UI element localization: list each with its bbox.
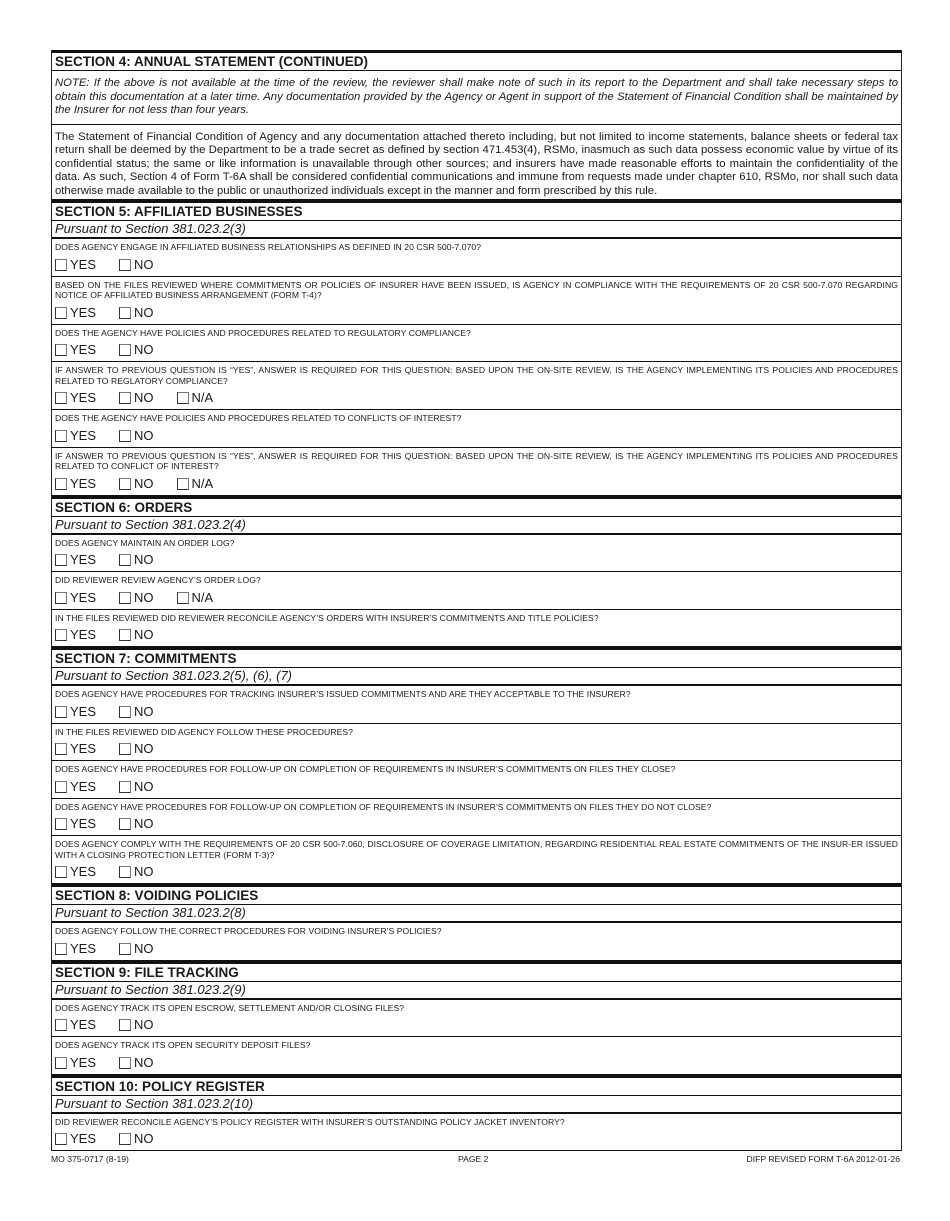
checkbox-no[interactable] (119, 1019, 131, 1031)
option-yes[interactable] (55, 553, 96, 567)
pursuant-line: Pursuant to Section 381.023.2(5), (6), (7) (52, 668, 901, 686)
option-no[interactable] (119, 429, 154, 443)
option-yes[interactable] (55, 942, 96, 956)
question-block (52, 1037, 901, 1075)
checkbox-no[interactable] (119, 592, 131, 604)
option-yes[interactable] (55, 1018, 96, 1032)
section-s9 (52, 961, 901, 1075)
checkbox-no[interactable] (119, 392, 131, 404)
option-yes[interactable] (55, 429, 96, 443)
option-label: YES (70, 1054, 97, 1070)
question-block (52, 686, 901, 724)
answer-options (55, 940, 898, 958)
option-label: YES (70, 940, 97, 956)
checkbox-yes[interactable] (55, 1133, 67, 1145)
option-no[interactable] (119, 1018, 154, 1032)
option-yes[interactable] (55, 343, 96, 357)
section-heading: SECTION 5: AFFILIATED BUSINESSES (52, 200, 901, 221)
option-yes[interactable] (55, 306, 96, 320)
option-label: YES (70, 741, 97, 756)
option-no[interactable] (119, 817, 154, 831)
answer-options (55, 475, 898, 493)
option-no[interactable] (119, 942, 154, 956)
option-yes[interactable] (55, 705, 96, 719)
question-block (52, 836, 901, 884)
checkbox-no[interactable] (119, 307, 131, 319)
option-label: NO (134, 816, 154, 831)
checkbox-no[interactable] (119, 1057, 131, 1069)
question-text: DID REVIEWER REVIEW AGENCY’S ORDER LOG? (55, 575, 261, 585)
option-no[interactable] (119, 343, 154, 357)
confidentiality-paragraph: The Statement of Financial Condition of Agency and any documentation attached thereto including, but not limited to income statements, balance sheets or federal tax return shall be deemed by the Department to be a trade secret as defined by section 471.453(4), RSMo, inasmuch as such data possess economic value by virtue of its confidential status; the same or like information is unavailable through other sources; and insurers have made reasonable efforts to maintain the confidentiality of the data. As such, Section 4 of Form T-6A shall be considered confidential communications and immune from requests made under chapter 610, RSMo, nor shall such data otherwise made available to the public or unauthorized individuals except in the manner and form prescribed by this rule. (52, 125, 901, 201)
option-label: NO (134, 342, 154, 357)
option-label: NO (134, 1017, 154, 1032)
option-label: YES (70, 778, 97, 794)
answer-options (55, 1016, 898, 1034)
answer-options (55, 703, 898, 721)
answer-options (55, 778, 898, 796)
section-heading: SECTION 6: ORDERS (52, 496, 901, 517)
option-yes[interactable] (55, 742, 96, 756)
question-block (52, 724, 901, 762)
option-no[interactable] (119, 258, 154, 272)
checkbox-yes[interactable] (55, 430, 67, 442)
answer-options (55, 427, 898, 445)
answer-options (55, 626, 898, 644)
section-s8 (52, 884, 901, 961)
question-block (52, 610, 901, 648)
question-text: DOES THE AGENCY HAVE POLICIES AND PROCEDURES RELATED TO REGULATORY COMPLIANCE? (55, 327, 471, 338)
option-no[interactable] (119, 1056, 154, 1070)
answer-options (55, 304, 898, 322)
pursuant-line: Pursuant to Section 381.023.2(4) (52, 517, 901, 535)
option-yes[interactable] (55, 1132, 96, 1146)
question-text: DOES AGENCY TRACK ITS OPEN SECURITY DEPOSIT FILES? (55, 1040, 311, 1050)
option-no[interactable] (119, 780, 154, 794)
option-label: N/A (191, 390, 214, 405)
option-label: NO (134, 589, 154, 605)
option-label: YES (70, 342, 97, 357)
checkbox-yes[interactable] (55, 344, 67, 356)
checkbox-yes[interactable] (55, 307, 67, 319)
option-label: NO (134, 940, 154, 956)
option-label: NO (134, 864, 154, 879)
option-no[interactable] (119, 477, 154, 491)
option-no[interactable] (119, 591, 154, 605)
checkbox-yes[interactable] (55, 629, 67, 641)
option-no[interactable] (119, 391, 154, 405)
section-s5 (52, 200, 901, 496)
section-heading: SECTION 8: VOIDING POLICIES (52, 884, 901, 905)
option-label: NO (134, 427, 154, 443)
checkbox-yes[interactable] (55, 554, 67, 566)
checkbox-na[interactable] (177, 592, 189, 604)
option-label: NO (134, 627, 154, 642)
option-no[interactable] (119, 865, 154, 879)
answer-options (55, 589, 898, 607)
section-s10 (52, 1075, 901, 1152)
checkbox-no[interactable] (119, 781, 131, 793)
form-revision: DIFP REVISED FORM T-6A 2012-01-26 (746, 1154, 900, 1164)
question-block (52, 410, 901, 448)
option-yes[interactable] (55, 865, 96, 879)
option-label: YES (70, 427, 97, 443)
answer-options (55, 1054, 898, 1072)
checkbox-yes[interactable] (55, 1019, 67, 1031)
question-block (52, 572, 901, 610)
question-text: IF ANSWER TO PREVIOUS QUESTION IS “YES”, ANSWER IS REQUIRED FOR THIS QUESTION: BASED UPON THE ON-SITE REVIEW, IS THE AGENCY IMPLEMENTING ITS POLICIES AND PROCEDURES RELATED TO CONFLICT OF INTEREST? (55, 450, 898, 471)
answer-options (55, 740, 898, 758)
checkbox-no[interactable] (119, 866, 131, 878)
option-yes[interactable] (55, 817, 96, 831)
option-label: YES (70, 703, 97, 719)
question-text: DOES AGENCY HAVE PROCEDURES FOR FOLLOW-UP ON COMPLETION OF REQUIREMENTS IN INSURER’S COMMITMENTS ON FILES THEY DO NOT CLOSE? (55, 801, 712, 812)
question-block (52, 1114, 901, 1152)
option-yes[interactable] (55, 391, 96, 405)
option-label: NO (134, 552, 154, 567)
section-s7 (52, 647, 901, 884)
option-label: YES (70, 627, 97, 642)
option-label: NO (134, 703, 154, 719)
question-text: DOES AGENCY ENGAGE IN AFFILIATED BUSINESS RELATIONSHIPS AS DEFINED IN 20 CSR 500-7.070? (55, 242, 482, 252)
option-no[interactable] (119, 306, 154, 320)
answer-options (55, 256, 898, 274)
question-block (52, 277, 901, 325)
checkbox-yes[interactable] (55, 259, 67, 271)
checkbox-na[interactable] (177, 392, 189, 404)
section-heading: SECTION 9: FILE TRACKING (52, 961, 901, 982)
option-label: YES (70, 256, 97, 272)
option-na[interactable] (177, 591, 214, 605)
form-body (51, 50, 902, 1151)
answer-options (55, 815, 898, 833)
question-text: DOES AGENCY COMPLY WITH THE REQUIREMENTS OF 20 CSR 500-7.060, DISCLOSURE OF COVERAGE LIMITATION, REGARDING RESIDENTIAL REAL ESTATE COMMITMENTS OF THE INSUR-ER ISSUED WITH A CLOSING PROTECTION LETTER (FORM T-3)? (55, 839, 898, 860)
pursuant-line: Pursuant to Section 381.023.2(10) (52, 1096, 901, 1114)
checkbox-yes[interactable] (55, 818, 67, 830)
question-text: BASED ON THE FILES REVIEWED WHERE COMMITMENTS OR POLICIES OF INSURER HAVE BEEN ISSUED, IS AGENCY IN COMPLIANCE WITH THE REQUIREMENTS OF 20 CSR 500-7.070 REGARDING NOTICE OF AFFILIATED BUSINESS ARRANGEMENT (FORM T-4)? (55, 279, 898, 300)
checkbox-no[interactable] (119, 818, 131, 830)
option-label: YES (70, 304, 97, 320)
option-label: YES (70, 475, 97, 491)
question-text: DOES AGENCY HAVE PROCEDURES FOR FOLLOW-UP ON COMPLETION OF REQUIREMENTS IN INSURER’S COMMITMENTS ON FILES THEY CLOSE? (55, 764, 676, 774)
answer-options (55, 389, 898, 407)
form-number: MO 375-0717 (8-19) (51, 1154, 129, 1164)
checkbox-no[interactable] (119, 629, 131, 641)
option-no[interactable] (119, 553, 154, 567)
answer-options (55, 341, 898, 359)
option-label: YES (70, 1017, 97, 1032)
question-block (52, 923, 901, 961)
checkbox-no[interactable] (119, 430, 131, 442)
checkbox-no[interactable] (119, 478, 131, 490)
answer-options (55, 1130, 898, 1148)
question-block (52, 362, 901, 410)
question-text: DOES AGENCY MAINTAIN AN ORDER LOG? (55, 537, 235, 548)
checkbox-na[interactable] (177, 478, 189, 490)
section-heading: SECTION 4: ANNUAL STATEMENT (CONTINUED) (52, 50, 901, 71)
option-label: NO (134, 304, 154, 320)
option-no[interactable] (119, 705, 154, 719)
option-label: YES (70, 816, 97, 831)
option-label: YES (70, 552, 97, 567)
question-text: DOES AGENCY FOLLOW THE CORRECT PROCEDURES FOR VOIDING INSURER’S POLICIES? (55, 926, 442, 936)
option-yes[interactable] (55, 780, 96, 794)
checkbox-no[interactable] (119, 259, 131, 271)
question-text: DOES AGENCY HAVE PROCEDURES FOR TRACKING INSURER’S ISSUED COMMITMENTS AND ARE THEY ACCEPTABLE TO THE INSURER? (55, 689, 631, 699)
checkbox-no[interactable] (119, 554, 131, 566)
option-label: YES (70, 390, 97, 405)
question-text: DOES AGENCY TRACK ITS OPEN ESCROW, SETTLEMENT AND/OR CLOSING FILES? (55, 1002, 405, 1013)
checkbox-no[interactable] (119, 743, 131, 755)
option-label: NO (134, 1131, 154, 1146)
checkbox-yes[interactable] (55, 478, 67, 490)
option-label: NO (134, 1054, 154, 1070)
option-label: N/A (191, 589, 214, 605)
page-footer (51, 1154, 900, 1166)
question-block (52, 239, 901, 277)
question-text: IN THE FILES REVIEWED DID AGENCY FOLLOW THESE PROCEDURES? (55, 726, 353, 737)
checkbox-no[interactable] (119, 344, 131, 356)
checkbox-no[interactable] (119, 943, 131, 955)
section-s6 (52, 496, 901, 648)
option-na[interactable] (177, 391, 214, 405)
option-no[interactable] (119, 1132, 154, 1146)
question-block (52, 535, 901, 573)
option-yes[interactable] (55, 258, 96, 272)
section-heading: SECTION 10: POLICY REGISTER (52, 1075, 901, 1096)
checkbox-yes[interactable] (55, 943, 67, 955)
section-heading: SECTION 7: COMMITMENTS (52, 647, 901, 668)
option-na[interactable] (177, 477, 214, 491)
pursuant-line: Pursuant to Section 381.023.2(8) (52, 905, 901, 923)
checkbox-no[interactable] (119, 1133, 131, 1145)
question-block (52, 448, 901, 496)
option-no[interactable] (119, 742, 154, 756)
option-label: NO (134, 741, 154, 756)
option-yes[interactable] (55, 628, 96, 642)
checkbox-yes[interactable] (55, 392, 67, 404)
page-number: PAGE 2 (458, 1154, 489, 1164)
option-label: NO (134, 256, 154, 272)
question-block (52, 325, 901, 363)
checkbox-yes[interactable] (55, 781, 67, 793)
pursuant-line: Pursuant to Section 381.023.2(3) (52, 221, 901, 239)
checkbox-yes[interactable] (55, 1057, 67, 1069)
option-no[interactable] (119, 628, 154, 642)
question-text: DOES THE AGENCY HAVE POLICIES AND PROCEDURES RELATED TO CONFLICTS OF INTEREST? (55, 413, 462, 423)
question-text: IN THE FILES REVIEWED DID REVIEWER RECONCILE AGENCY’S ORDERS WITH INSURER’S COMMITMENTS AND TITLE POLICIES? (55, 612, 599, 623)
option-label: NO (134, 390, 154, 405)
answer-options (55, 551, 898, 569)
question-block (52, 1000, 901, 1038)
answer-options (55, 863, 898, 881)
question-block (52, 761, 901, 799)
pursuant-line: Pursuant to Section 381.023.2(9) (52, 982, 901, 1000)
section-s4 (52, 50, 901, 200)
checkbox-yes[interactable] (55, 706, 67, 718)
option-label: YES (70, 589, 97, 605)
checkbox-no[interactable] (119, 706, 131, 718)
option-label: YES (70, 1131, 97, 1146)
option-yes[interactable] (55, 591, 96, 605)
option-label: YES (70, 864, 97, 879)
question-block (52, 799, 901, 837)
option-yes[interactable] (55, 477, 96, 491)
checkbox-yes[interactable] (55, 866, 67, 878)
question-text: IF ANSWER TO PREVIOUS QUESTION IS “YES”, ANSWER IS REQUIRED FOR THIS QUESTION: BASED UPON THE ON-SITE REVIEW, IS THE AGENCY IMPLEMENTING ITS POLICIES AND PROCEDURES RELATED TO REGLATORY COMPLIANCE? (55, 365, 898, 386)
checkbox-yes[interactable] (55, 592, 67, 604)
option-label: NO (134, 475, 154, 491)
checkbox-yes[interactable] (55, 743, 67, 755)
question-text: DID REVIEWER RECONCILE AGENCY’S POLICY REGISTER WITH INSURER’S OUTSTANDING POLICY JACKET INVENTORY? (55, 1116, 565, 1127)
option-yes[interactable] (55, 1056, 96, 1070)
option-label: N/A (191, 475, 214, 491)
note-paragraph: NOTE: If the above is not available at the time of the review, the reviewer shall make note of such in its report to the Department and shall take necessary steps to obtain this documentation at a later time. Any documentation provided by the Agency or Agent in support of the Statement of Financial Condition shall be maintained by the Insurer for not less than four years. (52, 71, 901, 125)
option-label: NO (134, 778, 154, 794)
